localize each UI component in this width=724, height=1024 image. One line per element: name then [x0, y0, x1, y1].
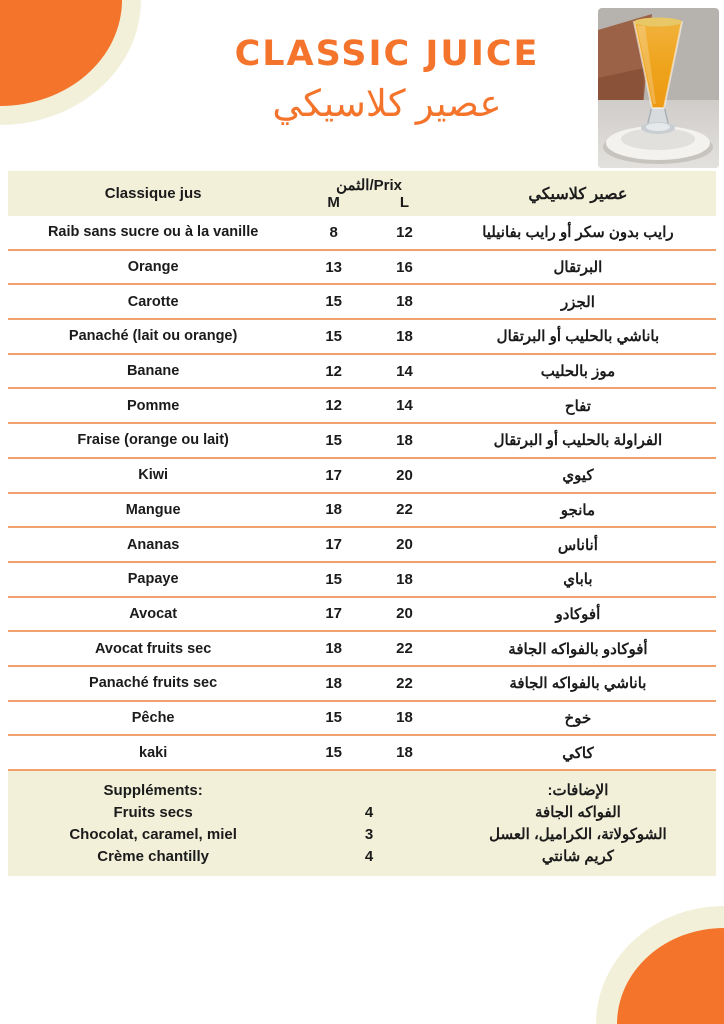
item-name-arabic: باناشي بالفواكه الجافة — [509, 675, 647, 693]
supplements-title-row — [8, 779, 716, 801]
item-price-medium: 8 — [329, 223, 338, 241]
item-name-french: Banane — [126, 363, 180, 380]
menu-row — [8, 355, 716, 390]
menu-row — [8, 389, 716, 424]
item-price-large: 18 — [396, 744, 413, 762]
item-name-arabic: أفوكادو بالفواكه الجافة — [508, 640, 648, 658]
item-name-arabic: الجزر — [560, 293, 595, 311]
item-price-medium: 18 — [325, 640, 342, 658]
item-name-arabic: البرتقال — [553, 259, 603, 277]
column-header-arabic: عصير كلاسيكي — [528, 185, 628, 203]
menu-rows — [8, 216, 716, 771]
item-price-medium: 13 — [325, 258, 342, 276]
item-name-french: Orange — [127, 259, 179, 276]
menu-row — [8, 216, 716, 251]
menu-row — [8, 285, 716, 320]
item-price-large: 18 — [396, 570, 413, 588]
item-price-medium: 18 — [325, 674, 342, 692]
menu-row — [8, 251, 716, 286]
item-name-arabic: خوخ — [564, 709, 592, 727]
page-title: CLASSIC JUICE — [234, 34, 540, 74]
item-name-french: Avocat fruits sec — [94, 640, 212, 657]
menu-row — [8, 563, 716, 598]
item-price-medium: 15 — [325, 327, 342, 345]
item-name-french: Pomme — [126, 397, 180, 414]
item-name-french: Panaché fruits sec — [89, 675, 218, 692]
item-name-french: Mangue — [125, 501, 181, 518]
orange-juice-glass-illustration — [598, 8, 719, 168]
supplement-row — [8, 801, 716, 823]
item-name-arabic: تفاح — [564, 397, 591, 415]
item-price-large: 20 — [396, 466, 413, 484]
item-price-medium: 17 — [325, 536, 342, 554]
item-name-french: Avocat — [129, 605, 178, 622]
supplement-price: 3 — [364, 825, 374, 843]
supplement-name-french: Fruits secs — [113, 803, 193, 821]
item-price-medium: 15 — [325, 431, 342, 449]
item-price-large: 14 — [396, 362, 413, 380]
item-name-arabic: موز بالحليب — [540, 363, 616, 381]
item-name-french: Papaye — [127, 571, 179, 588]
item-name-arabic: كيوي — [562, 467, 594, 485]
supplements-title-arabic: الإضافات: — [547, 782, 609, 799]
menu-row — [8, 598, 716, 633]
menu-row — [8, 667, 716, 702]
item-price-large: 18 — [396, 293, 413, 311]
item-price-large: 18 — [396, 431, 413, 449]
item-name-french: Carotte — [127, 293, 179, 310]
item-price-medium: 17 — [325, 466, 342, 484]
header — [0, 0, 724, 171]
supplements-title-french: Suppléments: — [103, 781, 203, 799]
item-price-medium: 15 — [325, 293, 342, 311]
menu-row — [8, 320, 716, 355]
item-price-medium: 18 — [325, 501, 342, 519]
title-block — [130, 34, 644, 125]
item-price-medium: 12 — [325, 362, 342, 380]
column-header-french: Classique jus — [104, 185, 202, 202]
item-name-arabic: أناناس — [557, 536, 598, 554]
table-header-row — [8, 171, 716, 216]
column-header-price-label: Prix/الثمن — [336, 177, 402, 194]
item-name-arabic: الفراولة بالحليب أو البرتقال — [493, 432, 663, 450]
item-price-medium: 15 — [325, 709, 342, 727]
bottom-right-corner-decoration — [617, 928, 724, 1024]
item-name-arabic: مانجو — [560, 501, 596, 519]
item-name-arabic: أفوكادو — [555, 605, 601, 623]
item-name-french: Pêche — [131, 709, 175, 726]
page-title-arabic: عصير كلاسيكي — [272, 83, 502, 124]
item-price-medium: 15 — [325, 570, 342, 588]
item-name-french: kaki — [139, 744, 168, 761]
supplement-row — [8, 823, 716, 845]
item-price-large: 14 — [396, 397, 413, 415]
menu-row — [8, 736, 716, 771]
supplement-name-french: Chocolat, caramel, miel — [69, 825, 237, 843]
menu-row — [8, 424, 716, 459]
supplement-name-arabic: الشوكولاتة، الكراميل، العسل — [489, 826, 667, 843]
item-name-arabic: باناشي بالحليب أو البرتقال — [496, 328, 660, 346]
item-name-french: Ananas — [126, 536, 180, 553]
item-price-large: 22 — [396, 501, 413, 519]
item-price-medium: 12 — [325, 397, 342, 415]
supplement-items — [8, 801, 716, 867]
item-name-arabic: كاكي — [562, 744, 594, 762]
item-price-large: 18 — [396, 709, 413, 727]
item-price-medium: 15 — [325, 744, 342, 762]
column-header-prices — [298, 176, 440, 211]
column-header-size-l: L — [399, 194, 410, 211]
supplement-price: 4 — [364, 803, 374, 821]
menu-row — [8, 459, 716, 494]
size-headers — [298, 194, 440, 211]
menu-table — [8, 171, 716, 771]
item-price-large: 12 — [396, 223, 413, 241]
item-price-large: 18 — [396, 327, 413, 345]
supplement-price: 4 — [364, 847, 374, 865]
menu-row — [8, 528, 716, 563]
item-price-medium: 17 — [325, 605, 342, 623]
supplements-section — [8, 771, 716, 876]
item-price-large: 22 — [396, 640, 413, 658]
item-name-french: Fraise (orange ou lait) — [77, 432, 229, 449]
supplement-row — [8, 845, 716, 867]
supplement-name-arabic: الفواكه الجافة — [535, 804, 621, 821]
item-price-large: 22 — [396, 674, 413, 692]
item-name-french: Panaché (lait ou orange) — [68, 328, 238, 345]
item-name-french: Raib sans sucre ou à la vanille — [47, 224, 259, 241]
bottom-right-corner-band — [596, 906, 724, 1024]
supplement-name-arabic: كريم شانتي — [541, 848, 614, 865]
item-name-arabic: باباي — [563, 571, 593, 589]
item-price-large: 20 — [396, 605, 413, 623]
column-header-size-m: M — [327, 194, 340, 211]
item-price-large: 20 — [396, 536, 413, 554]
juice-photo — [598, 8, 719, 168]
supplement-name-french: Crème chantilly — [97, 847, 209, 865]
item-name-arabic: رايب بدون سكر أو رايب بفانيليا — [482, 224, 674, 242]
menu-row — [8, 494, 716, 529]
menu-row — [8, 702, 716, 737]
menu-row — [8, 632, 716, 667]
item-price-large: 16 — [396, 258, 413, 276]
item-name-french: Kiwi — [138, 467, 169, 484]
